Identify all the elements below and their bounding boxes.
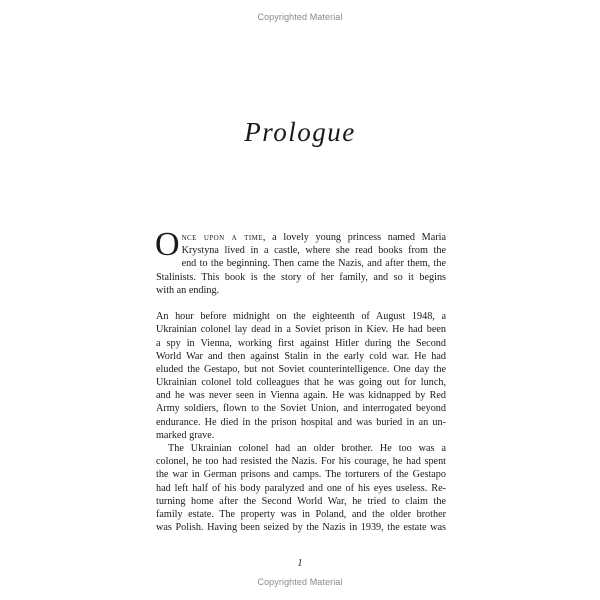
text-line: Ukrainian colonel lay dead in a Soviet prison in Kiev. He had been <box>156 324 446 336</box>
text-line: had left half of his body paralyzed and one of his eyes useless. Re- <box>156 482 446 494</box>
text-line: Army soldiers, flown to the Soviet Union, and interrogated beyond <box>156 403 446 415</box>
paragraph-2 <box>156 310 446 442</box>
text-line: endurance. He died in the prison hospital and was buried in an un- <box>156 416 446 428</box>
text-line: eluded the Gestapo, but not Soviet counterintelligence. One day the <box>156 363 446 375</box>
copyright-watermark-bottom: Copyrighted Material <box>257 577 343 587</box>
text-line: World War and then against Stalin in the early cold war. He had <box>156 350 446 362</box>
copyright-watermark-top: Copyrighted Material <box>257 12 343 22</box>
chapter-title: Prologue <box>244 117 356 147</box>
drop-cap-letter: O <box>155 226 180 263</box>
paragraph-1 <box>155 226 446 297</box>
text-line: Krystyna lived in a castle, where she read books from the <box>181 245 446 257</box>
text-line: and he was never seen in Vienna again. He was kidnapped by Red <box>156 390 446 402</box>
text-line: family estate. The property was in Poland, and the older brother <box>156 508 446 520</box>
text-line: with an ending. <box>156 284 220 296</box>
text-line: nce upon a time, a lovely young princess named Maria <box>181 232 446 243</box>
text-line: An hour before midnight on the eighteenth of August 1948, a <box>156 311 446 323</box>
text-line: marked grave. <box>156 429 215 441</box>
text-line: end to the beginning. Then came the Nazis, and after them, the <box>181 258 446 270</box>
text-line: turning home after the Second World War, he tried to claim the <box>156 495 446 507</box>
page-number: 1 <box>297 558 303 569</box>
opening-smallcaps: nce upon a time <box>181 232 263 243</box>
text-line: colonel, he too had resisted the Nazis. For his courage, he had spent <box>156 456 446 468</box>
text-line: was Polish. Having been seized by the Nazis in 1939, the estate was <box>156 522 446 534</box>
text-line: the war in German prisons and camps. The torturers of the Gestapo <box>156 469 446 481</box>
text-line: a spy in Vienna, working first against Hitler during the Second <box>156 337 446 349</box>
text-line: Ukrainian colonel told colleagues that he was going out for lunch, <box>156 377 446 389</box>
paragraph-3 <box>156 442 446 534</box>
body-text <box>155 226 446 534</box>
text-line: The Ukrainian colonel had an older brother. He too was a <box>168 443 446 454</box>
text-line: Stalinists. This book is the story of her family, and so it begins <box>156 271 446 283</box>
